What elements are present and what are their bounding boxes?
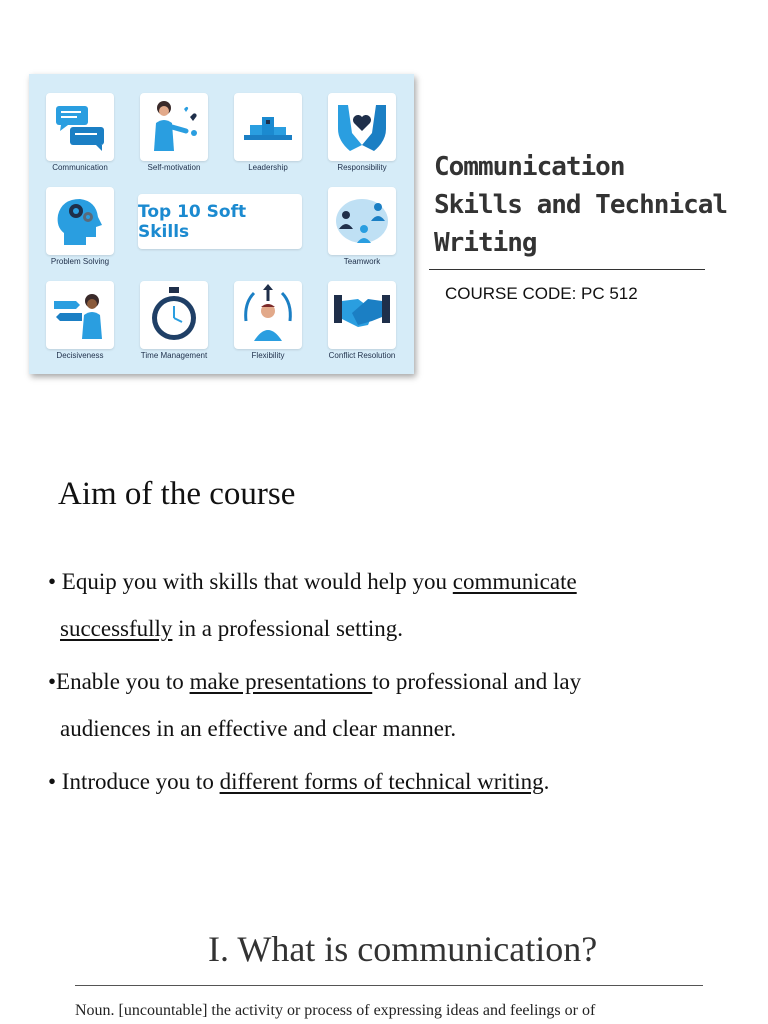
title-divider <box>429 269 705 270</box>
head-gears-icon <box>46 187 114 255</box>
soft-skills-title: Top 10 Soft Skills <box>138 201 247 242</box>
handshake-icon <box>328 281 396 349</box>
speech-bubbles-icon <box>46 93 114 161</box>
soft-skills-banner <box>29 74 414 374</box>
aim-bullet <box>48 658 728 752</box>
tile-label: Responsibility <box>337 163 387 172</box>
team-people-icon <box>328 187 396 255</box>
conflict-resolution-tile <box>328 281 396 349</box>
aim-heading: Aim of the course <box>58 476 296 512</box>
leadership-tile <box>234 93 302 161</box>
course-title-line: Writing <box>434 228 537 258</box>
time-management-tile <box>140 281 208 349</box>
bullet-text: audiences in an effective and clear manner. <box>60 716 457 741</box>
tile-label: Decisiveness <box>56 351 104 360</box>
tile-label: Leadership <box>248 163 288 172</box>
tile-label: Flexibility <box>251 351 285 360</box>
decisiveness-tile <box>46 281 114 349</box>
tile-label: Self-motivation <box>147 163 201 172</box>
tile-label: Teamwork <box>343 257 381 266</box>
tile-label: Conflict Resolution <box>328 351 396 360</box>
underlined-text: successfully <box>60 616 173 641</box>
podium-icon <box>234 93 302 161</box>
communication-tile <box>46 93 114 161</box>
tile-label: Communication <box>52 163 108 172</box>
underlined-text: communicate <box>452 569 577 594</box>
person-arrows-icon <box>234 281 302 349</box>
underlined-text: make presentations <box>189 669 373 694</box>
problem-solving-tile <box>46 187 114 255</box>
person-hearts-icon <box>140 93 208 161</box>
course-code: COURSE CODE: PC 512 <box>445 284 638 303</box>
course-title <box>434 148 734 262</box>
person-signpost-icon <box>46 281 114 349</box>
section-divider <box>75 985 703 986</box>
aim-bullet <box>48 558 728 652</box>
section-heading: I. What is communication? <box>208 929 598 969</box>
tile-label: Problem Solving <box>50 257 110 266</box>
flexibility-tile <box>234 281 302 349</box>
self-motivation-tile <box>140 93 208 161</box>
aim-bullet <box>48 758 728 805</box>
stopwatch-icon <box>140 281 208 349</box>
tile-label: Time Management <box>140 351 208 360</box>
soft-skills-title-tile <box>138 194 302 249</box>
underlined-text: different forms of technical writing <box>219 769 544 794</box>
bullet-text: • Equip you with skills that would help you <box>48 569 453 594</box>
course-title-line: Communication <box>434 152 625 182</box>
definition-text: Noun. [uncountable] the activity or process of expressing ideas and feelings or of <box>75 1002 596 1019</box>
bullet-text: . <box>543 769 550 794</box>
responsibility-tile <box>328 93 396 161</box>
bullet-text: • Introduce you to <box>48 769 220 794</box>
bullet-text: in a professional setting. <box>172 616 404 641</box>
course-title-line: Skills and Technical <box>434 190 728 220</box>
bullet-text: •Enable you to <box>48 669 190 694</box>
bullet-text: to professional and lay <box>372 669 582 694</box>
hands-heart-icon <box>328 93 396 161</box>
teamwork-tile <box>328 187 396 255</box>
